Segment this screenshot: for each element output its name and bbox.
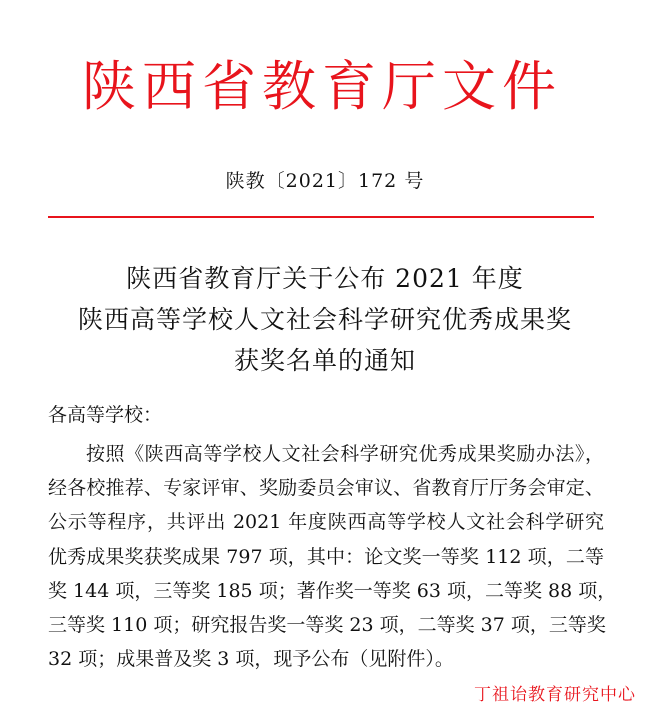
body-line: 公示等程序，共评出 2021 年度陕西高等学校人文社会科学研究	[48, 511, 604, 534]
notice-body	[48, 437, 617, 676]
watermark-text: 丁祖诒教育研究中心	[474, 685, 636, 705]
red-divider-line	[48, 216, 594, 218]
notice-title-line: 陕西高等学校人文社会科学研究优秀成果奖	[77, 305, 572, 334]
notice-title-line: 获奖名单的通知	[233, 346, 416, 375]
body-line: 32 项；成果普及奖 3 项，现予公布（见附件）。	[48, 648, 454, 671]
salutation: 各高等学校：	[48, 404, 163, 426]
body-line: 经各校推荐、专家评审、奖励委员会审议、省教育厅厅务会审定、	[48, 477, 604, 500]
body-line: 奖 144 项，三等奖 185 项；著作奖一等奖 63 项，二等奖 88 项，	[48, 579, 617, 602]
document-number: 陕教〔2021〕172 号	[225, 170, 425, 192]
document-header-title: 陕西省教育厅文件	[82, 55, 562, 118]
body-line: 按照《陕西高等学校人文社会科学研究优秀成果奖励办法》，	[86, 443, 604, 465]
body-line: 优秀成果奖获奖成果 797 项，其中：论文奖一等奖 112 项，二等	[48, 545, 604, 568]
notice-title	[0, 258, 650, 381]
body-line: 三等奖 110 项；研究报告奖一等奖 23 项，二等奖 37 项，三等奖	[48, 614, 606, 637]
notice-title-line: 陕西省教育厅关于公布 2021 年度	[126, 264, 524, 293]
